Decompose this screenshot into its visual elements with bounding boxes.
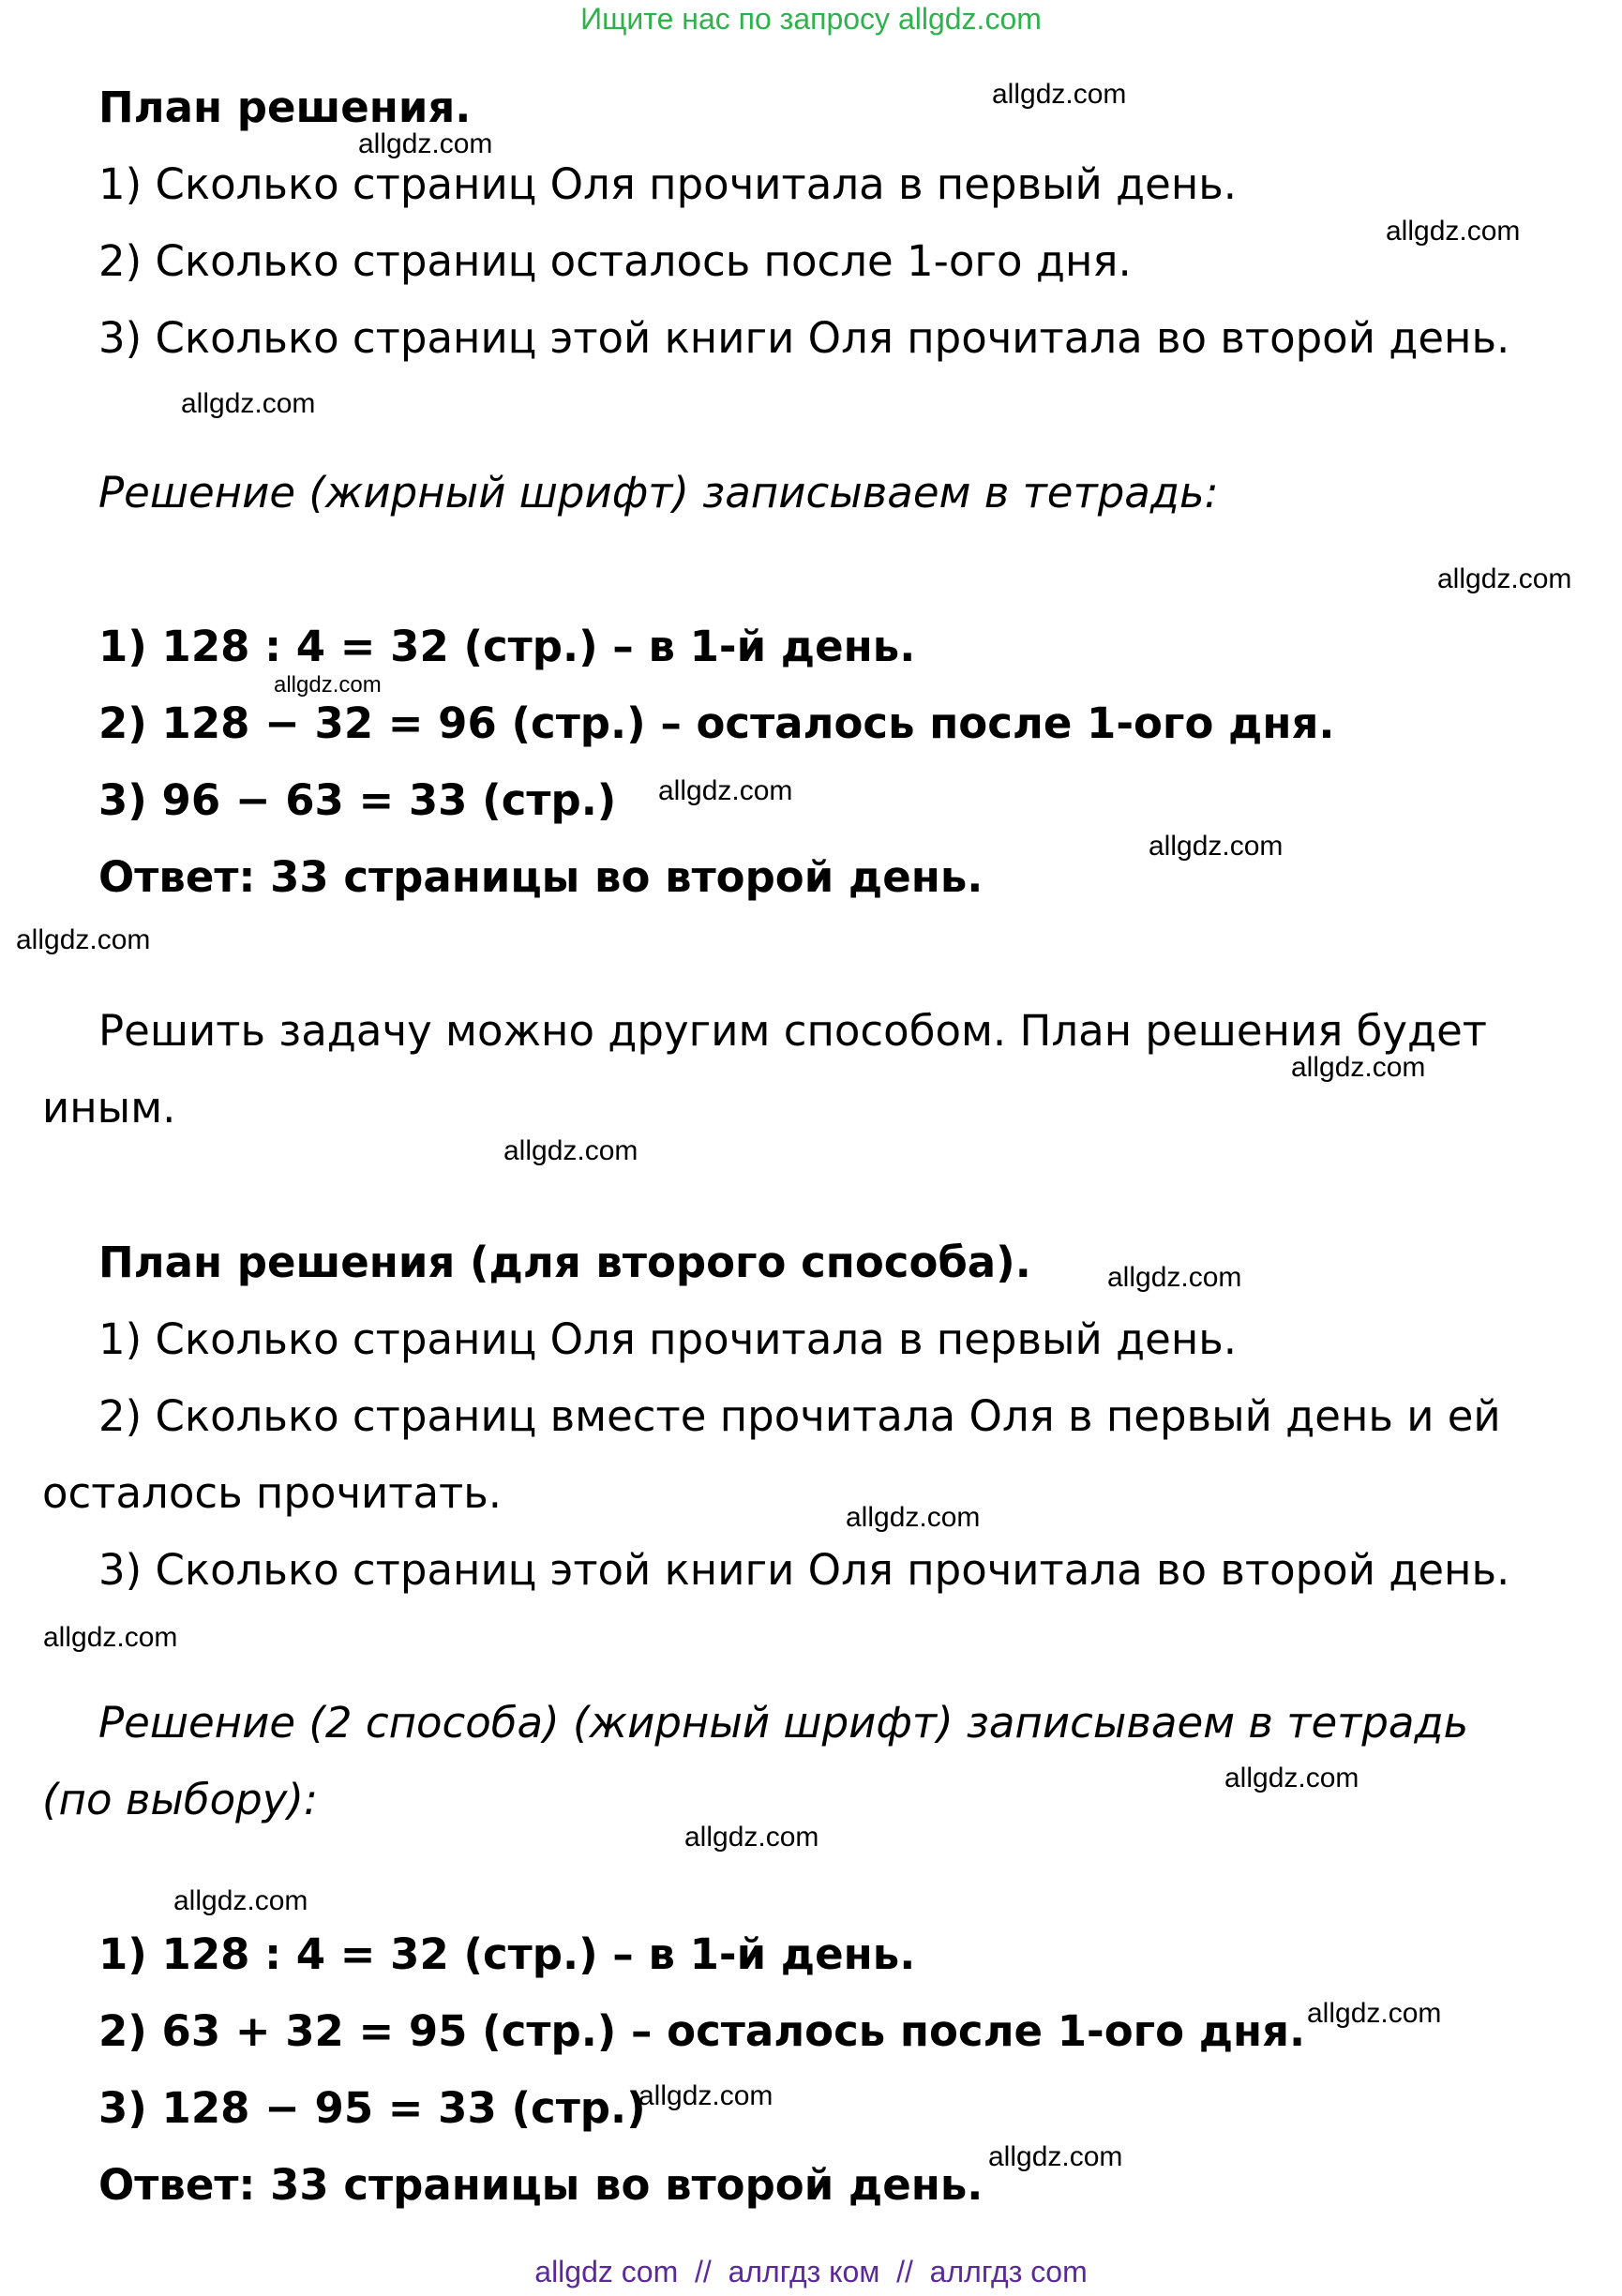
solution2-step-2: 2) 63 + 32 = 95 (стр.) – осталось после 1-ого дня.	[98, 2006, 1306, 2056]
plan-step-3: 3) Сколько страниц этой книги Оля прочитала во второй день.	[98, 313, 1510, 363]
watermark: allgdz.com	[1307, 1998, 1442, 2029]
solution1-answer: Ответ: 33 страницы во второй день.	[98, 852, 984, 902]
plan-step-2: 2) Сколько страниц осталось после 1-ого дня.	[98, 236, 1132, 286]
solution2-instruction-cont: (по выбору):	[42, 1775, 319, 1824]
watermark: allgdz.com	[358, 128, 493, 159]
watermark: allgdz.com	[846, 1502, 981, 1533]
solution1-step-2: 2) 128 − 32 = 96 (стр.) – осталось после 1-ого дня.	[98, 698, 1335, 748]
alternative-note: Решить задачу можно другим способом. План решения будет	[98, 1006, 1487, 1056]
solution1-step-3: 3) 96 − 63 = 33 (стр.)	[98, 775, 617, 825]
plan-title: План решения.	[98, 83, 472, 132]
watermark: allgdz.com	[1224, 1763, 1359, 1793]
plan-step-1: 1) Сколько страниц Оля прочитала в первый день.	[98, 159, 1238, 209]
watermark: allgdz.com	[503, 1135, 638, 1166]
watermark: allgdz.com	[1437, 563, 1572, 594]
watermark: allgdz.com	[43, 1622, 178, 1653]
plan2-title: План решения (для второго способа).	[98, 1238, 1031, 1287]
top-banner[interactable]: Ищите нас по запросу allgdz.com	[580, 2, 1042, 36]
watermark: allgdz.com	[16, 924, 151, 955]
solution2-answer: Ответ: 33 страницы во второй день.	[98, 2160, 984, 2210]
plan2-step-2: 2) Сколько страниц вместе прочитала Оля в первый день и ей	[98, 1391, 1501, 1441]
solution1-step-1: 1) 128 : 4 = 32 (стр.) – в 1-й день.	[98, 622, 916, 671]
watermark: allgdz.com	[173, 1885, 308, 1916]
watermark: allgdz.com	[1291, 1052, 1426, 1083]
watermark: allgdz.com	[1149, 831, 1284, 862]
solution-instruction: Решение (жирный шрифт) записываем в тетрадь:	[98, 468, 1219, 518]
watermark: allgdz.com	[1386, 216, 1521, 247]
watermark: allgdz.com	[274, 672, 382, 698]
plan2-step-2-cont: осталось прочитать.	[42, 1468, 503, 1518]
solution2-instruction: Решение (2 способа) (жирный шрифт) записываем в тетрадь	[98, 1698, 1469, 1748]
watermark: allgdz.com	[1107, 1262, 1242, 1293]
watermark: allgdz.com	[638, 2080, 773, 2111]
footer-links[interactable]: allgdz com // аллгдз ком // аллгдз com	[534, 2255, 1088, 2288]
alternative-note-cont: иным.	[42, 1083, 176, 1133]
watermark: allgdz.com	[658, 775, 793, 806]
watermark: allgdz.com	[684, 1822, 819, 1853]
watermark: allgdz.com	[988, 2141, 1123, 2172]
solution2-step-3: 3) 128 − 95 = 33 (стр.)	[98, 2083, 646, 2133]
solution2-step-1: 1) 128 : 4 = 32 (стр.) – в 1-й день.	[98, 1929, 916, 1979]
watermark: allgdz.com	[181, 388, 316, 419]
plan2-step-1: 1) Сколько страниц Оля прочитала в первый день.	[98, 1314, 1238, 1364]
plan2-step-3: 3) Сколько страниц этой книги Оля прочитала во второй день.	[98, 1545, 1510, 1595]
watermark: allgdz.com	[992, 79, 1127, 110]
